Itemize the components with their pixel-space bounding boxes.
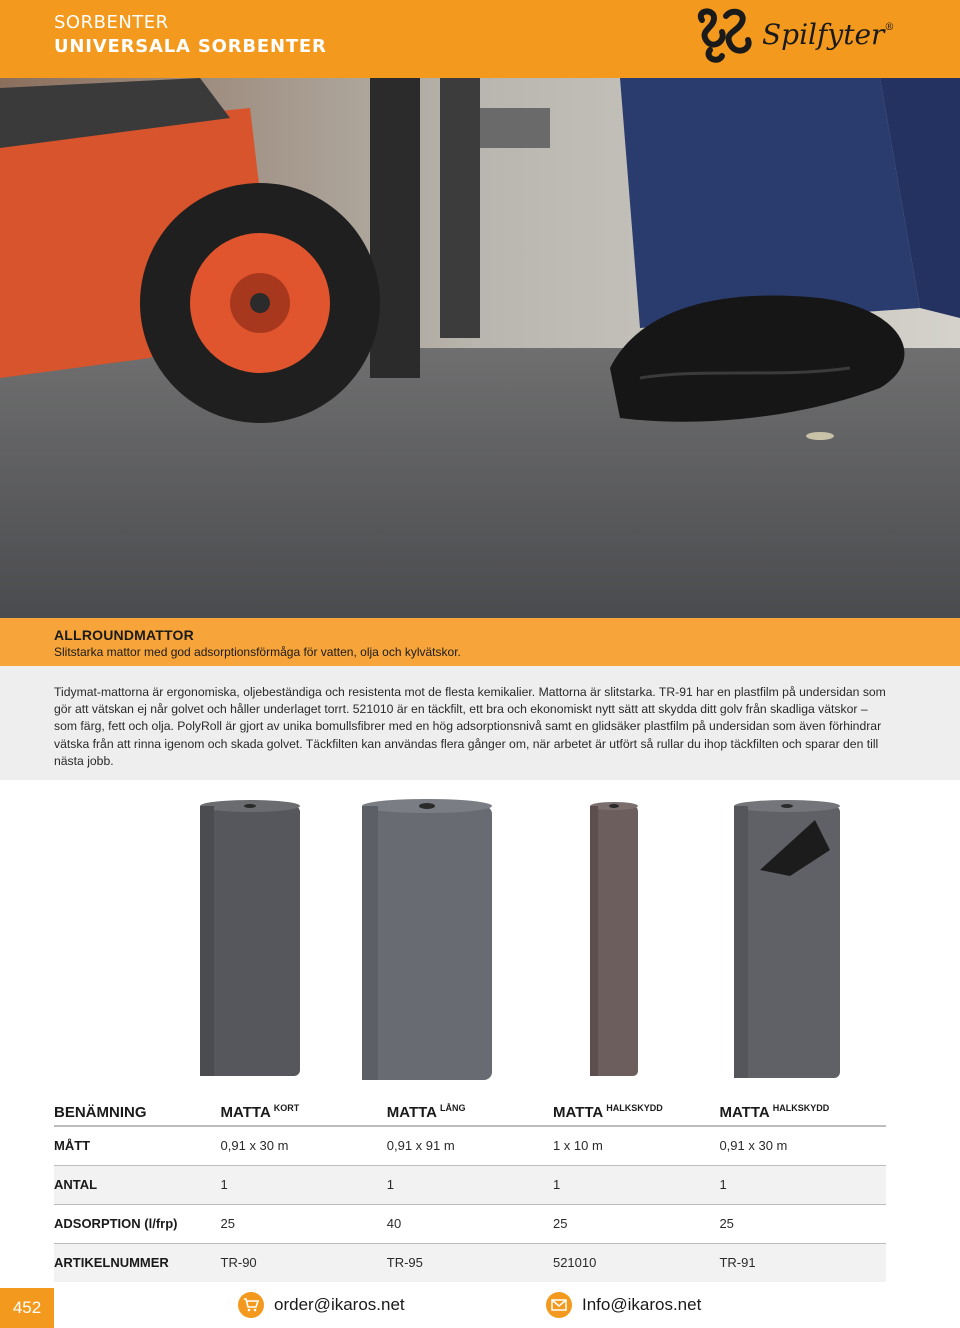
table-cell: 1	[387, 1165, 553, 1204]
table-cell: 25	[553, 1204, 719, 1243]
column-header: MATTA $^{HALKSKYDD}$	[719, 1100, 886, 1126]
cart-icon	[238, 1292, 264, 1318]
table-cell: 0,91 x 30 m	[719, 1126, 886, 1165]
table-cell: 1 x 10 m	[553, 1126, 719, 1165]
section-subheading: Slitstarka mattor med god adsorptionsförmåga för vatten, olja och kylvätskor.	[54, 645, 461, 659]
product-roll-tr91	[734, 800, 840, 1078]
spilfyter-logo-icon	[692, 6, 758, 64]
page-number: 452	[0, 1288, 54, 1328]
table-cell: 521010	[553, 1243, 719, 1282]
table-cell: 0,91 x 91 m	[387, 1126, 553, 1165]
table-row	[54, 1126, 886, 1165]
table-cell: 25	[719, 1204, 886, 1243]
logo-wordmark: Spilfyter®	[762, 18, 895, 51]
row-label: ANTAL	[54, 1165, 221, 1204]
table-row	[54, 1165, 886, 1204]
table-row	[54, 1204, 886, 1243]
description-paragraph: Tidymat-mattorna är ergonomiska, oljebeständiga och resistenta mot de flesta kemikalier. Mattorna är slitstarka. TR-91 har en plastfilm på undersidan som gör att vätskan ej når golvet och håller underlaget torrt. 521010 är en täckfilt, ett bra och ekonomiskt nytt sätt att skydda ditt golv från skadliga vätskor – som färg, fett och olja. PolyRoll är gjort av unika bomullsfibrer med en hög adsorptionsnivå samt en glidsäker plastfilm på undersidan som även förhindrar vätska från att rinna igenom och skada golvet. Täckfilten kan användas flera gånger om, när arbetet är utfört så rullar du ihop täckfilten och sparar den till nästa jobb.	[54, 685, 886, 768]
table-cell: 40	[387, 1204, 553, 1243]
forklift-floor-photo	[0, 78, 960, 618]
row-label: ARTIKELNUMMER	[54, 1243, 221, 1282]
column-header: MATTA $^{HALKSKYDD}$	[553, 1100, 719, 1126]
table-cell: 0,91 x 30 m	[221, 1126, 387, 1165]
row-label: ADSORPTION (l/frp)	[54, 1204, 221, 1243]
table-header-row	[54, 1100, 886, 1126]
product-images	[0, 790, 960, 1090]
order-contact[interactable]	[238, 1290, 405, 1320]
hero-photo	[0, 78, 960, 618]
page-title: UNIVERSALA SORBENTER	[54, 36, 327, 57]
order-email-link[interactable]: order@ikaros.net	[274, 1295, 405, 1314]
table-row	[54, 1243, 886, 1282]
brand-logo	[692, 6, 895, 66]
table-cell: TR-95	[387, 1243, 553, 1282]
table-cell: 25	[221, 1204, 387, 1243]
info-email-link[interactable]: Info@ikaros.net	[582, 1295, 702, 1314]
envelope-icon	[546, 1292, 572, 1318]
section-kicker: SORBENTER	[54, 12, 169, 33]
section-heading: ALLROUNDMATTOR	[54, 627, 194, 643]
table-cell: TR-90	[221, 1243, 387, 1282]
product-roll-tr90	[200, 800, 300, 1076]
product-roll-tr95	[362, 799, 492, 1080]
row-label: MÅTT	[54, 1126, 221, 1165]
column-header: MATTA $^{LÅNG}$	[387, 1100, 553, 1126]
table-cell: 1	[719, 1165, 886, 1204]
header-label: BENÄMNING	[54, 1100, 221, 1126]
product-roll-521010	[590, 802, 638, 1076]
table-cell: TR-91	[719, 1243, 886, 1282]
info-contact[interactable]	[546, 1290, 701, 1320]
table-cell: 1	[553, 1165, 719, 1204]
spec-table	[54, 1100, 886, 1282]
column-header: MATTA $^{KORT}$	[221, 1100, 387, 1126]
table-cell: 1	[221, 1165, 387, 1204]
page-header	[0, 0, 960, 78]
